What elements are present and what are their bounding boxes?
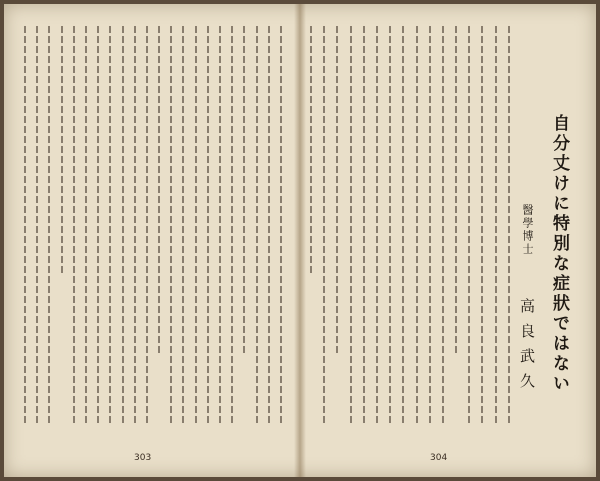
text-column <box>109 26 111 426</box>
text-column <box>207 26 209 426</box>
text-column <box>256 26 258 426</box>
text-column <box>122 26 124 426</box>
text-column <box>442 26 444 426</box>
text-column <box>481 26 483 426</box>
page-number: 304 <box>430 453 448 463</box>
text-column <box>376 26 378 426</box>
text-column <box>195 26 197 426</box>
text-column <box>455 26 457 354</box>
text-column <box>158 26 160 354</box>
text-column <box>146 26 148 426</box>
right-page <box>300 4 596 477</box>
text-column <box>182 26 184 426</box>
page-number: 303 <box>134 453 152 463</box>
text-column <box>97 26 99 426</box>
text-column <box>310 26 312 274</box>
text-column <box>336 26 338 354</box>
text-column <box>36 26 38 426</box>
text-column <box>280 26 282 426</box>
text-column <box>429 26 431 426</box>
text-column <box>231 26 233 426</box>
text-column <box>323 26 325 426</box>
text-column <box>363 26 365 426</box>
text-column <box>402 26 404 426</box>
text-column <box>134 26 136 426</box>
text-column <box>85 26 87 426</box>
text-column <box>468 26 470 426</box>
text-column <box>73 26 75 426</box>
article-author <box>517 204 538 398</box>
text-column <box>350 26 352 426</box>
left-page <box>4 4 300 477</box>
text-column <box>416 26 418 426</box>
left-page-text-columns <box>24 26 282 426</box>
text-column <box>61 26 63 274</box>
text-column <box>495 26 497 426</box>
text-column <box>268 26 270 426</box>
right-page-text-columns <box>310 26 510 426</box>
text-column <box>389 26 391 426</box>
open-book <box>4 4 596 477</box>
text-column <box>508 26 510 426</box>
text-column <box>170 26 172 426</box>
text-column <box>243 26 245 354</box>
author-title: 醫學博士 <box>521 204 534 256</box>
text-column <box>48 26 50 426</box>
text-column <box>219 26 221 426</box>
article-title: 自分丈けに特別な症狀ではない <box>549 114 569 394</box>
author-name: 高良武久 <box>518 298 536 398</box>
text-column <box>24 26 26 426</box>
